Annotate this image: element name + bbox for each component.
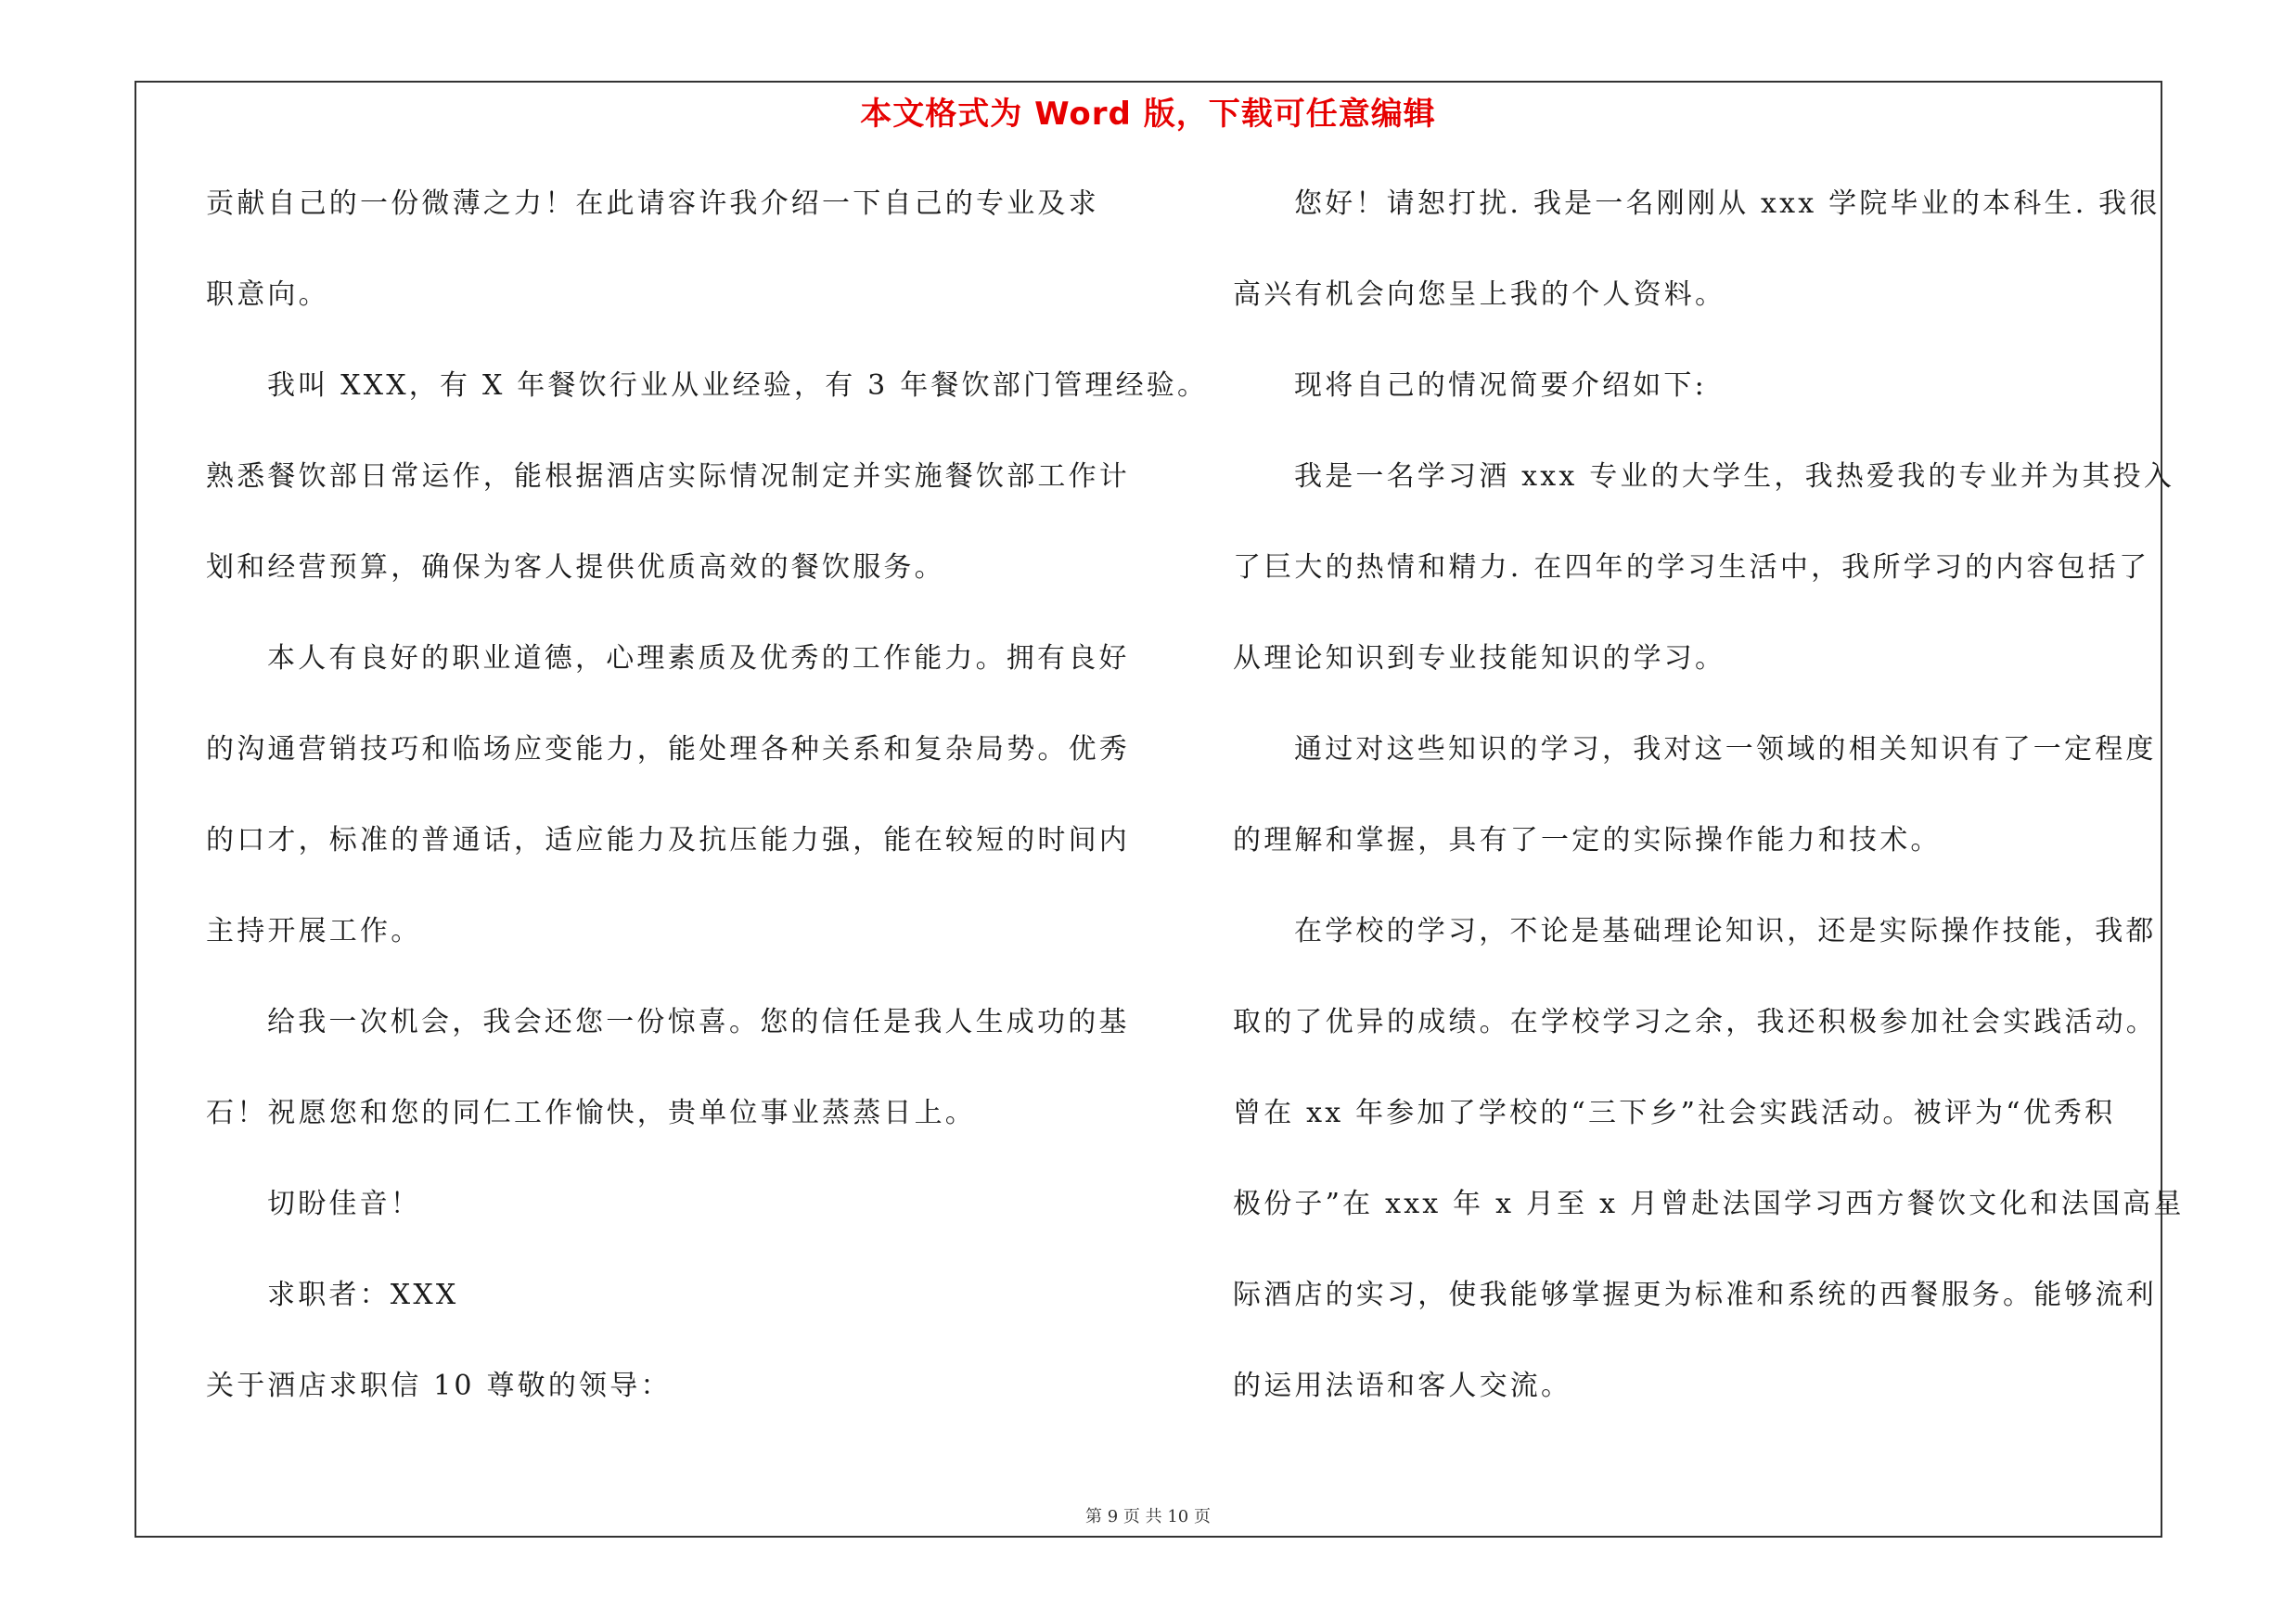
text-line: 给我一次机会，我会还您一份惊喜。您的信任是我人生成功的基 [267,1006,1130,1038]
page-footer: 第 9 页 共 10 页 [1085,1507,1211,1526]
text-line: 求职者：XXX [267,1279,459,1311]
text-line: 划和经营预算，确保为客人提供优质高效的餐饮服务。 [206,551,945,584]
text-line: 在学校的学习，不论是基础理论知识，还是实际操作技能，我都 [1294,915,2157,947]
text-line: 职意向。 [206,278,329,311]
text-line: 切盼佳音！ [267,1188,421,1220]
text-line: 贡献自己的一份微薄之力！在此请容许我介绍一下自己的专业及求 [206,187,1099,220]
page-frame [135,81,2162,1538]
text-line: 际酒店的实习，使我能够掌握更为标准和系统的西餐服务。能够流利 [1233,1279,2157,1311]
text-line: 通过对这些知识的学习，我对这一领域的相关知识有了一定程度 [1294,733,2157,766]
text-line: 极份子”在 xxx 年 x 月至 x 月曾赴法国学习西方餐饮文化和法国高星 [1233,1188,2185,1220]
text-line: 石！祝愿您和您的同仁工作愉快，贵单位事业蒸蒸日上。 [206,1097,976,1129]
text-line: 高兴有机会向您呈上我的个人资料。 [1233,278,1726,311]
text-line: 本人有良好的职业道德，心理素质及优秀的工作能力。拥有良好 [267,642,1130,675]
text-line: 的理解和掌握，具有了一定的实际操作能力和技术。 [1233,824,1942,857]
text-line: 的运用法语和客人交流。 [1233,1370,1572,1402]
text-line: 主持开展工作。 [206,915,422,947]
text-line: 取的了优异的成绩。在学校学习之余，我还积极参加社会实践活动。 [1233,1006,2157,1038]
text-line: 从理论知识到专业技能知识的学习。 [1233,642,1726,675]
text-line: 我叫 XXX，有 X 年餐饮行业从业经验，有 3 年餐饮部门管理经验。 [267,369,1209,402]
text-line: 了巨大的热情和精力. 在四年的学习生活中，我所学习的内容包括了 [1233,551,2150,584]
text-line: 您好！请恕打扰. 我是一名刚刚从 xxx 学院毕业的本科生. 我很 [1294,187,2161,220]
format-banner: 本文格式为 Word 版，下载可任意编辑 [860,96,1436,133]
text-line: 我是一名学习酒 xxx 专业的大学生，我热爱我的专业并为其投入 [1294,460,2175,493]
text-line: 熟悉餐饮部日常运作，能根据酒店实际情况制定并实施餐饮部工作计 [206,460,1130,493]
text-line: 曾在 xx 年参加了学校的“三下乡”社会实践活动。被评为“优秀积 [1233,1097,2116,1129]
text-line: 的口才，标准的普通话，适应能力及抗压能力强，能在较短的时间内 [206,824,1130,857]
text-line: 关于酒店求职信 10 尊敬的领导： [206,1370,672,1402]
text-line: 的沟通营销技巧和临场应变能力，能处理各种关系和复杂局势。优秀 [206,733,1130,766]
text-line: 现将自己的情况简要介绍如下: [1294,369,1707,402]
